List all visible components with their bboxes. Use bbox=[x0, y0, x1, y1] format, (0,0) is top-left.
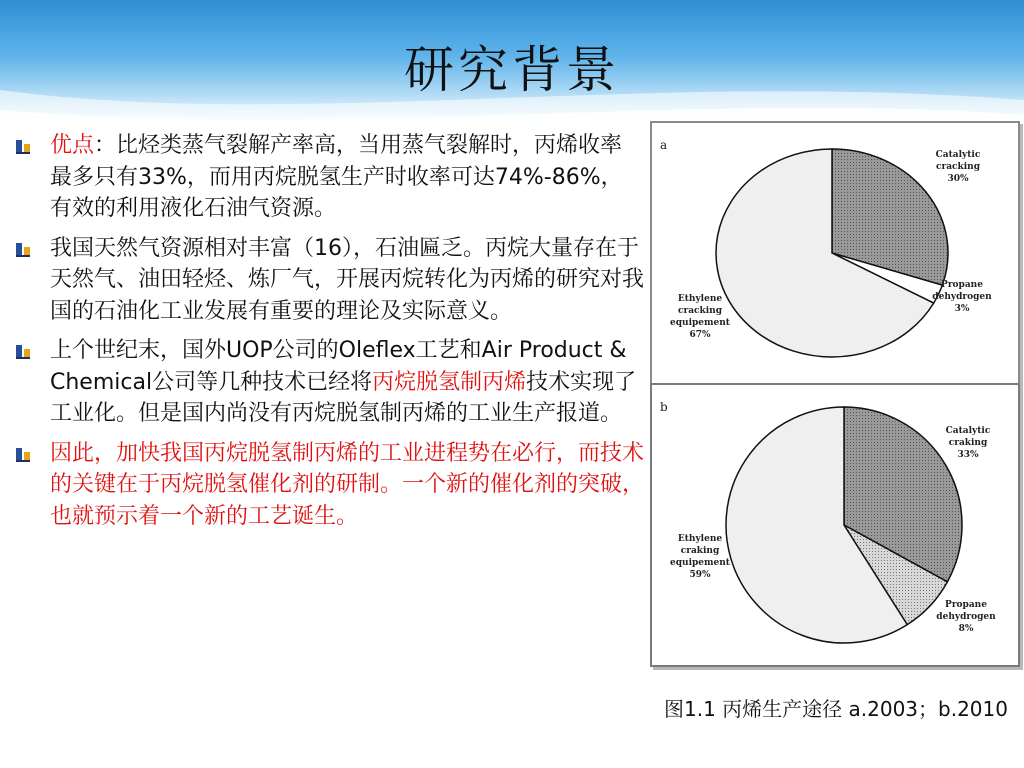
bullet-text: 因此，加快我国丙烷脱氢制丙烯的工业进程势在必行，而技术的关键在于丙烷脱氢催化剂的研制。一个新的催化剂的突破，也就预示着一个新的工艺诞生。 bbox=[50, 440, 645, 529]
slice-label: Ethylene cracking equipement 67% bbox=[670, 294, 730, 340]
panel-label: a bbox=[660, 138, 668, 152]
slice-label: Ethylene craking equipement 59% bbox=[670, 534, 730, 580]
bullet-item bbox=[14, 233, 644, 328]
pie-chart-b bbox=[652, 385, 1018, 665]
slice-label: Propane dehydrogen 3% bbox=[932, 280, 992, 314]
slide-title: 研究背景 bbox=[404, 41, 620, 99]
figure-caption: 图1.1 丙烯生产途径 a.2003；b.2010 bbox=[664, 697, 1008, 721]
bullet-item bbox=[14, 335, 644, 430]
bullet-icon bbox=[14, 344, 32, 360]
bullet-text: 优点 bbox=[50, 133, 95, 158]
bullet-text: 技术实现了工业化。但是国内尚没有丙烷脱氢制丙烯的工业生产报道。 bbox=[50, 369, 637, 426]
slice-label: Propane dehydrogen 8% bbox=[936, 600, 996, 634]
bullet-text: ：比烃类蒸气裂解产率高，当用蒸气裂解时，丙烯收率最多只有33%，而用丙烷脱氢生产时收率可达74%-86%，有效的利用液化石油气资源。 bbox=[50, 133, 623, 221]
bullet-icon bbox=[14, 139, 32, 155]
panel-label: b bbox=[660, 400, 668, 414]
bullet-text: 上个世纪末，国外UOP公司的Oleflex工艺和Air Product & Chemical公司等几种技术已经将 bbox=[50, 338, 627, 395]
bullet-icon bbox=[14, 447, 32, 463]
bullet-item bbox=[14, 130, 644, 225]
slice-label: Catalytic craking 33% bbox=[945, 426, 991, 460]
bullet-list bbox=[14, 130, 644, 540]
chart-panel-b bbox=[650, 383, 1020, 667]
pie-chart-a bbox=[652, 123, 1018, 385]
bullet-icon bbox=[14, 242, 32, 258]
slice-label: Catalytic cracking 30% bbox=[935, 150, 981, 184]
chart-panel-a bbox=[650, 121, 1020, 387]
bullet-item bbox=[14, 438, 644, 533]
bullet-text: 我国天然气资源相对丰富（16），石油匾乏。丙烷大量存在于天然气、油田轻烃、炼厂气，开展丙烷转化为丙烯的研究对我国的石油化工业发展有重要的理论及实际意义。 bbox=[50, 235, 645, 324]
bullet-text: 丙烷脱氢制丙烯 bbox=[372, 369, 527, 395]
